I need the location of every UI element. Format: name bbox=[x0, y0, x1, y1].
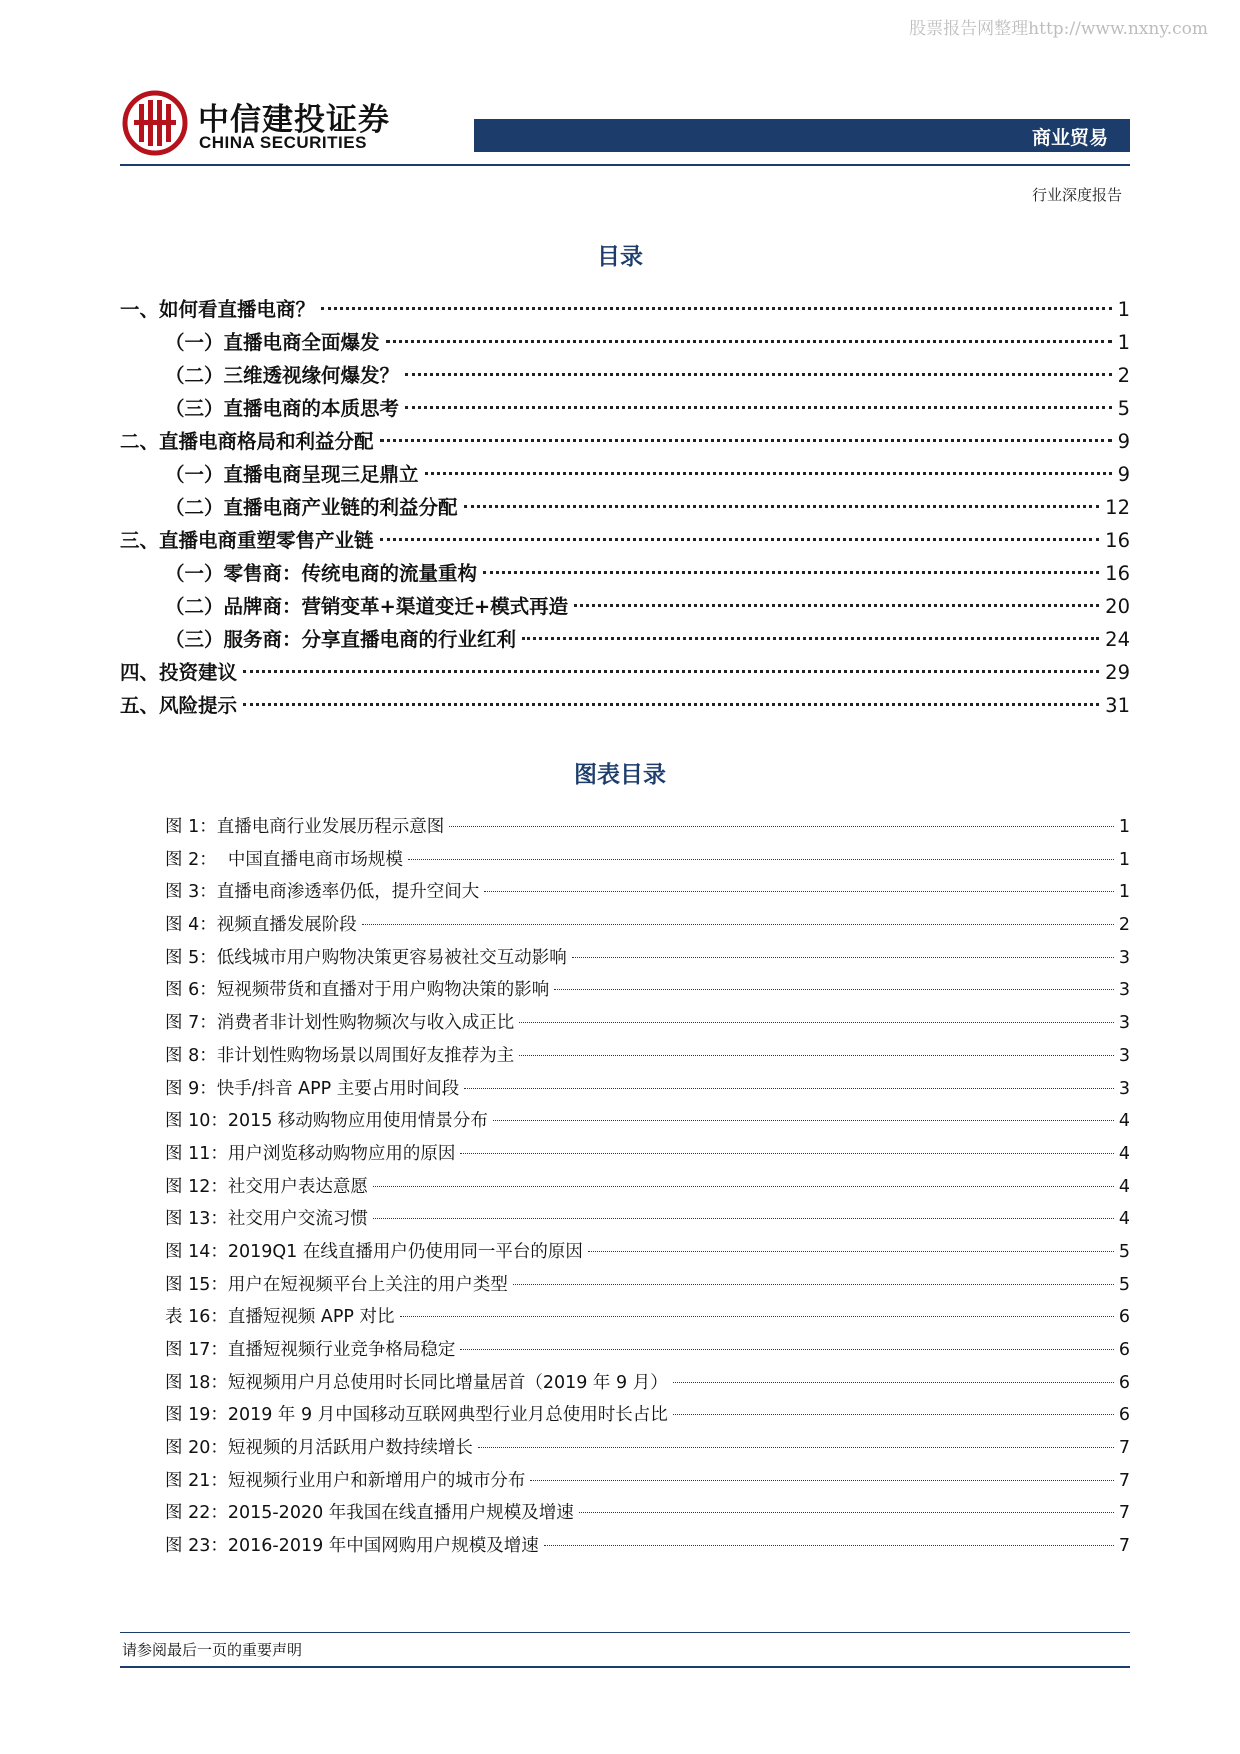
dot-leader bbox=[243, 703, 1099, 706]
figure-entry[interactable] bbox=[165, 846, 1130, 879]
figure-entry-text: 图 20：短视频的月活跃用户数持续增长 bbox=[165, 1438, 473, 1459]
footer-disclaimer-note: 请参阅最后一页的重要声明 bbox=[122, 1641, 303, 1659]
figure-entry[interactable] bbox=[165, 1499, 1130, 1532]
toc-entry-page-number: 16 bbox=[1105, 529, 1130, 552]
dot-leader bbox=[405, 406, 1112, 409]
figure-entry[interactable] bbox=[165, 1532, 1130, 1565]
table-of-contents bbox=[120, 294, 1130, 723]
figure-entry-page-number: 7 bbox=[1118, 1536, 1130, 1557]
figure-entry-page-number: 2 bbox=[1118, 915, 1130, 936]
toc-entry-page-number: 9 bbox=[1117, 463, 1130, 486]
figure-entry-page-number: 4 bbox=[1118, 1143, 1130, 1164]
figure-entry-page-number: 4 bbox=[1118, 1176, 1130, 1197]
figure-entry-text: 图 8：非计划性购物场景以周围好友推荐为主 bbox=[165, 1045, 515, 1066]
figure-entry[interactable] bbox=[165, 878, 1130, 911]
figure-entry-page-number: 4 bbox=[1118, 1209, 1130, 1230]
toc-entry-page-number: 1 bbox=[1117, 331, 1130, 354]
toc-entry[interactable] bbox=[120, 360, 1130, 393]
figure-entry-page-number: 6 bbox=[1118, 1340, 1130, 1360]
figure-entry-page-number: 6 bbox=[1118, 1372, 1130, 1393]
dot-leader bbox=[321, 307, 1112, 310]
figure-entry-text: 表 16：直播短视频 APP 对比 bbox=[165, 1307, 395, 1328]
toc-entry-text: （三）服务商：分享直播电商的行业红利 bbox=[165, 628, 517, 651]
figure-entry-text: 图 15：用户在短视频平台上关注的用户类型 bbox=[165, 1274, 508, 1295]
figure-entry[interactable] bbox=[165, 1271, 1130, 1304]
footer-divider-bottom bbox=[120, 1666, 1130, 1668]
figure-entry-page-number: 7 bbox=[1118, 1503, 1130, 1524]
logo-chinese-name: 中信建投证券 bbox=[198, 102, 390, 138]
figure-entry-text: 图 23：2016-2019 年中国网购用户规模及增速 bbox=[165, 1536, 539, 1557]
figure-entry-text: 图 13：社交用户交流习惯 bbox=[165, 1209, 368, 1230]
toc-entry-page-number: 24 bbox=[1105, 628, 1130, 651]
dot-leader bbox=[554, 989, 1114, 990]
figure-entry[interactable] bbox=[165, 976, 1130, 1009]
figure-entry-page-number: 3 bbox=[1118, 1045, 1130, 1066]
dot-leader bbox=[408, 859, 1114, 860]
toc-entry[interactable] bbox=[120, 393, 1130, 426]
dot-leader bbox=[588, 1251, 1114, 1252]
dot-leader bbox=[464, 505, 1100, 508]
figure-entry[interactable] bbox=[165, 1075, 1130, 1108]
figure-entry[interactable] bbox=[165, 1303, 1130, 1336]
figure-entry-page-number: 5 bbox=[1118, 1241, 1130, 1262]
figure-list-title: 图表目录 bbox=[574, 762, 666, 788]
dot-leader bbox=[673, 1382, 1114, 1383]
toc-entry-text: 五、风险提示 bbox=[120, 694, 238, 717]
figure-entry-page-number: 6 bbox=[1118, 1405, 1130, 1426]
toc-entry-text: （二）品牌商：营销变革+渠道变迁+模式再造 bbox=[165, 595, 569, 618]
toc-entry-page-number: 20 bbox=[1105, 595, 1130, 618]
figure-entry[interactable] bbox=[165, 1009, 1130, 1042]
figure-entry-text: 图 6：短视频带货和直播对于用户购物决策的影响 bbox=[165, 980, 550, 1001]
toc-entry-page-number: 9 bbox=[1117, 430, 1130, 453]
dot-leader bbox=[574, 604, 1099, 607]
toc-entry[interactable] bbox=[120, 327, 1130, 360]
dot-leader bbox=[572, 957, 1114, 958]
dot-leader bbox=[373, 1186, 1114, 1187]
toc-entry-page-number: 1 bbox=[1117, 298, 1130, 321]
toc-entry-page-number: 29 bbox=[1105, 661, 1130, 684]
watermark: 股票报告网整理http://www.nxny.com bbox=[909, 19, 1208, 39]
dot-leader bbox=[530, 1480, 1114, 1481]
figure-entry[interactable] bbox=[165, 1467, 1130, 1500]
company-logo bbox=[122, 90, 422, 160]
figure-entry[interactable] bbox=[165, 1107, 1130, 1140]
figure-list bbox=[165, 813, 1130, 1565]
sector-label: 商业贸易 bbox=[1031, 127, 1108, 149]
dot-leader bbox=[449, 826, 1114, 827]
toc-entry-text: （一）零售商：传统电商的流量重构 bbox=[165, 562, 478, 585]
figure-entry-page-number: 6 bbox=[1118, 1307, 1130, 1328]
figure-entry-text: 图 7：消费者非计划性购物频次与收入成正比 bbox=[165, 1013, 515, 1034]
figure-entry-page-number: 3 bbox=[1118, 947, 1130, 968]
figure-entry-text: 图 17：直播短视频行业竞争格局稳定 bbox=[165, 1340, 456, 1360]
company-emblem-icon bbox=[122, 90, 188, 156]
figure-entry-page-number: 3 bbox=[1118, 1078, 1130, 1099]
dot-leader bbox=[519, 1055, 1114, 1056]
toc-entry-text: 三、直播电商重塑零售产业链 bbox=[120, 529, 374, 552]
toc-entry-page-number: 16 bbox=[1105, 562, 1130, 585]
logo-english-name: CHINA SECURITIES bbox=[199, 133, 367, 152]
toc-entry-text: （一）直播电商呈现三足鼎立 bbox=[165, 463, 419, 486]
report-type: 行业深度报告 bbox=[1031, 186, 1122, 204]
toc-entry-text: 一、如何看直播电商？ bbox=[120, 298, 316, 321]
figure-entry[interactable] bbox=[165, 1238, 1130, 1271]
figure-entry-page-number: 7 bbox=[1118, 1470, 1130, 1491]
figure-entry-text: 图 2： 中国直播电商市场规模 bbox=[165, 849, 403, 870]
toc-entry-text: （一）直播电商全面爆发 bbox=[165, 331, 380, 354]
toc-entry-text: （二）直播电商产业链的利益分配 bbox=[165, 496, 458, 519]
toc-entry[interactable] bbox=[120, 624, 1130, 657]
figure-entry-page-number: 3 bbox=[1118, 1013, 1130, 1034]
toc-entry-text: 四、投资建议 bbox=[120, 661, 238, 684]
figure-entry-page-number: 3 bbox=[1118, 980, 1130, 1001]
toc-entry[interactable] bbox=[120, 525, 1130, 558]
dot-leader bbox=[460, 1153, 1114, 1154]
toc-entry-page-number: 31 bbox=[1105, 694, 1130, 717]
figure-entry[interactable] bbox=[165, 813, 1130, 846]
figure-entry-page-number: 4 bbox=[1118, 1111, 1130, 1132]
figure-entry[interactable] bbox=[165, 1336, 1130, 1369]
toc-entry[interactable] bbox=[120, 426, 1130, 459]
toc-entry[interactable] bbox=[120, 558, 1130, 591]
toc-entry[interactable] bbox=[120, 294, 1130, 327]
figure-entry[interactable] bbox=[165, 1401, 1130, 1434]
toc-entry[interactable] bbox=[120, 492, 1130, 525]
footer-divider-top bbox=[120, 1632, 1130, 1633]
dot-leader bbox=[522, 637, 1099, 640]
figure-entry[interactable] bbox=[165, 1369, 1130, 1402]
figure-entry-text: 图 22：2015-2020 年我国在线直播用户规模及增速 bbox=[165, 1503, 574, 1524]
dot-leader bbox=[483, 571, 1099, 574]
dot-leader bbox=[513, 1284, 1114, 1285]
dot-leader bbox=[544, 1545, 1114, 1546]
toc-entry-text: 二、直播电商格局和利益分配 bbox=[120, 430, 374, 453]
figure-entry-text: 图 18：短视频用户月总使用时长同比增量居首（2019 年 9 月） bbox=[165, 1372, 668, 1393]
dot-leader bbox=[400, 1316, 1114, 1317]
figure-entry-text: 图 1：直播电商行业发展历程示意图 bbox=[165, 817, 445, 837]
toc-title: 目录 bbox=[597, 244, 643, 270]
toc-entry-page-number: 12 bbox=[1105, 496, 1130, 519]
dot-leader bbox=[478, 1447, 1114, 1448]
figure-entry-page-number: 1 bbox=[1118, 849, 1130, 870]
figure-entry-text: 图 10：2015 移动购物应用使用情景分布 bbox=[165, 1111, 488, 1132]
figure-entry-text: 图 14：2019Q1 在线直播用户仍使用同一平台的原因 bbox=[165, 1241, 583, 1262]
dot-leader bbox=[380, 538, 1100, 541]
figure-entry-page-number: 7 bbox=[1118, 1438, 1130, 1459]
header-divider bbox=[120, 164, 1130, 166]
toc-entry[interactable] bbox=[120, 690, 1130, 723]
dot-leader bbox=[362, 924, 1114, 925]
figure-entry-page-number: 1 bbox=[1118, 817, 1130, 837]
figure-entry-text: 图 3：直播电商渗透率仍低，提升空间大 bbox=[165, 882, 480, 903]
toc-entry-page-number: 2 bbox=[1117, 364, 1130, 387]
dot-leader bbox=[425, 472, 1112, 475]
dot-leader bbox=[673, 1414, 1114, 1415]
dot-leader bbox=[464, 1088, 1114, 1089]
figure-entry[interactable] bbox=[165, 1434, 1130, 1467]
dot-leader bbox=[493, 1120, 1114, 1121]
dot-leader bbox=[579, 1512, 1114, 1513]
dot-leader bbox=[243, 670, 1099, 673]
figure-entry-text: 图 9：快手/抖音 APP 主要占用时间段 bbox=[165, 1078, 460, 1099]
figure-entry-text: 图 11：用户浏览移动购物应用的原因 bbox=[165, 1143, 456, 1164]
toc-entry[interactable] bbox=[120, 591, 1130, 624]
toc-entry-text: （三）直播电商的本质思考 bbox=[165, 397, 400, 420]
dot-leader bbox=[519, 1022, 1114, 1023]
figure-entry[interactable] bbox=[165, 911, 1130, 944]
toc-entry[interactable] bbox=[120, 657, 1130, 690]
dot-leader bbox=[386, 340, 1112, 343]
toc-entry-page-number: 5 bbox=[1117, 397, 1130, 420]
dot-leader bbox=[460, 1349, 1114, 1350]
dot-leader bbox=[373, 1218, 1114, 1219]
figure-entry-page-number: 1 bbox=[1118, 882, 1130, 903]
figure-entry-text: 图 19：2019 年 9 月中国移动互联网典型行业月总使用时长占比 bbox=[165, 1405, 668, 1426]
figure-entry-text: 图 4：视频直播发展阶段 bbox=[165, 915, 357, 936]
toc-entry-text: （二）三维透视缘何爆发？ bbox=[165, 364, 400, 387]
figure-entry-text: 图 5：低线城市用户购物决策更容易被社交互动影响 bbox=[165, 947, 567, 968]
figure-entry[interactable] bbox=[165, 1205, 1130, 1238]
dot-leader bbox=[380, 439, 1112, 442]
figure-entry[interactable] bbox=[165, 944, 1130, 977]
figure-entry-text: 图 21：短视频行业用户和新增用户的城市分布 bbox=[165, 1470, 526, 1491]
figure-entry[interactable] bbox=[165, 1140, 1130, 1173]
figure-entry-text: 图 12：社交用户表达意愿 bbox=[165, 1176, 368, 1197]
toc-entry[interactable] bbox=[120, 459, 1130, 492]
dot-leader bbox=[405, 373, 1112, 376]
sector-bar bbox=[474, 119, 1130, 152]
figure-entry-page-number: 5 bbox=[1118, 1274, 1130, 1295]
figure-entry[interactable] bbox=[165, 1173, 1130, 1206]
figure-entry[interactable] bbox=[165, 1042, 1130, 1075]
dot-leader bbox=[484, 891, 1114, 892]
